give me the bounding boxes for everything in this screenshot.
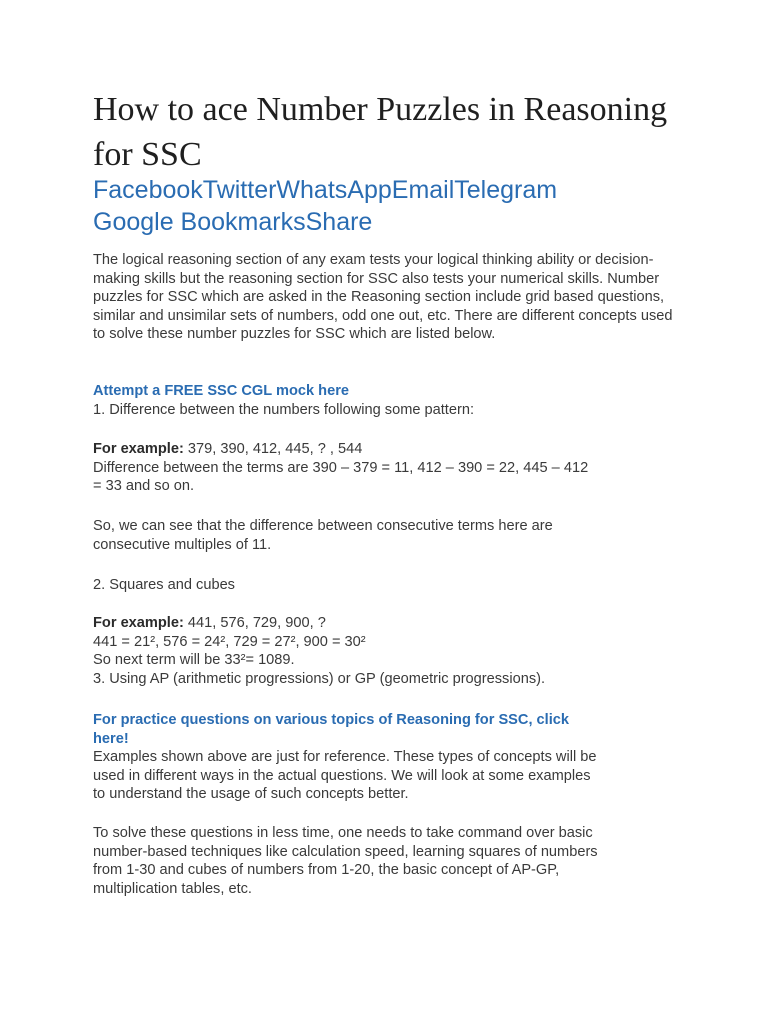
conclusion-1 [93, 517, 678, 554]
final-line-3: from 1-30 and cubes of numbers from 1-20, the basic concept of AP-GP, [93, 862, 560, 879]
example-1 [93, 440, 678, 496]
point-3: 3. Using AP (arithmetic progressions) or GP (geometric progressions). [93, 670, 546, 687]
share-links [93, 174, 693, 238]
final-line-1: To solve these questions in less time, one needs to take command over basic [93, 825, 593, 841]
share-whatsapp-link[interactable]: WhatsApp [276, 176, 392, 204]
example-2-line-2: So next term will be 33²= 1089. [93, 652, 295, 669]
example-2 [93, 614, 678, 688]
mock-test-link[interactable]: Attempt a FREE SSC CGL mock here [93, 383, 349, 399]
example-2-label: For example: [93, 615, 184, 631]
share-email-link[interactable]: Email [391, 176, 455, 204]
intro-paragraph: The logical reasoning section of any exam tests your logical thinking ability or decision-making skills but the reasoning section for SSC also tests your numerical skills. Number puzzles for SSC which are asked in the Reasoning section include grid based questions, similar and unsimilar sets of numbers, odd one out, etc. There are different concepts used to solve these number puzzles for SSC which are listed below. [93, 252, 673, 343]
example-1-values: 379, 390, 412, 445, ? , 544 [183, 441, 363, 457]
share-telegram-link[interactable]: Telegram [454, 176, 558, 204]
point-1: 1. Difference between the numbers following some pattern: [93, 401, 475, 418]
final-line-4: multiplication tables, etc. [93, 880, 252, 897]
point-2: 2. Squares and cubes [93, 577, 235, 593]
share-google-bookmarks-link[interactable]: Google Bookmarks [93, 208, 306, 236]
examples-note-line-2: used in different ways in the actual questions. We will look at some examples [93, 767, 591, 784]
example-2-values: 441, 576, 729, 900, ? [183, 615, 326, 631]
examples-note-line-1: Examples shown above are just for reference. These types of concepts will be [93, 749, 597, 766]
example-2-line-1: 441 = 21², 576 = 24², 729 = 27², 900 = 30² [93, 633, 366, 650]
mock-section [93, 382, 678, 419]
example-1-label: For example: [93, 441, 184, 457]
share-link[interactable]: Share [305, 208, 373, 236]
final-paragraph [93, 824, 678, 898]
examples-note-line-3: to understand the usage of such concepts better. [93, 786, 409, 803]
example-1-explain-line-1: Difference between the terms are 390 – 379 = 11, 412 – 390 = 22, 445 – 412 [93, 459, 589, 476]
practice-questions-link[interactable] [93, 712, 569, 747]
article-title: How to ace Number Puzzles in Reasoning for SSC [93, 91, 668, 173]
share-facebook-link[interactable]: Facebook [93, 176, 203, 204]
share-twitter-link[interactable]: Twitter [202, 176, 277, 204]
practice-link-line-2: here! [93, 730, 129, 747]
practice-link-line-1: For practice questions on various topics of Reasoning for SSC, click [93, 712, 570, 728]
final-line-2: number-based techniques like calculation speed, learning squares of numbers [93, 843, 598, 860]
conclusion-1-line-2: consecutive multiples of 11. [93, 536, 272, 553]
practice-section [93, 711, 678, 804]
conclusion-1-line-1: So, we can see that the difference between consecutive terms here are [93, 518, 553, 534]
example-1-explain-line-2: = 33 and so on. [93, 478, 195, 495]
